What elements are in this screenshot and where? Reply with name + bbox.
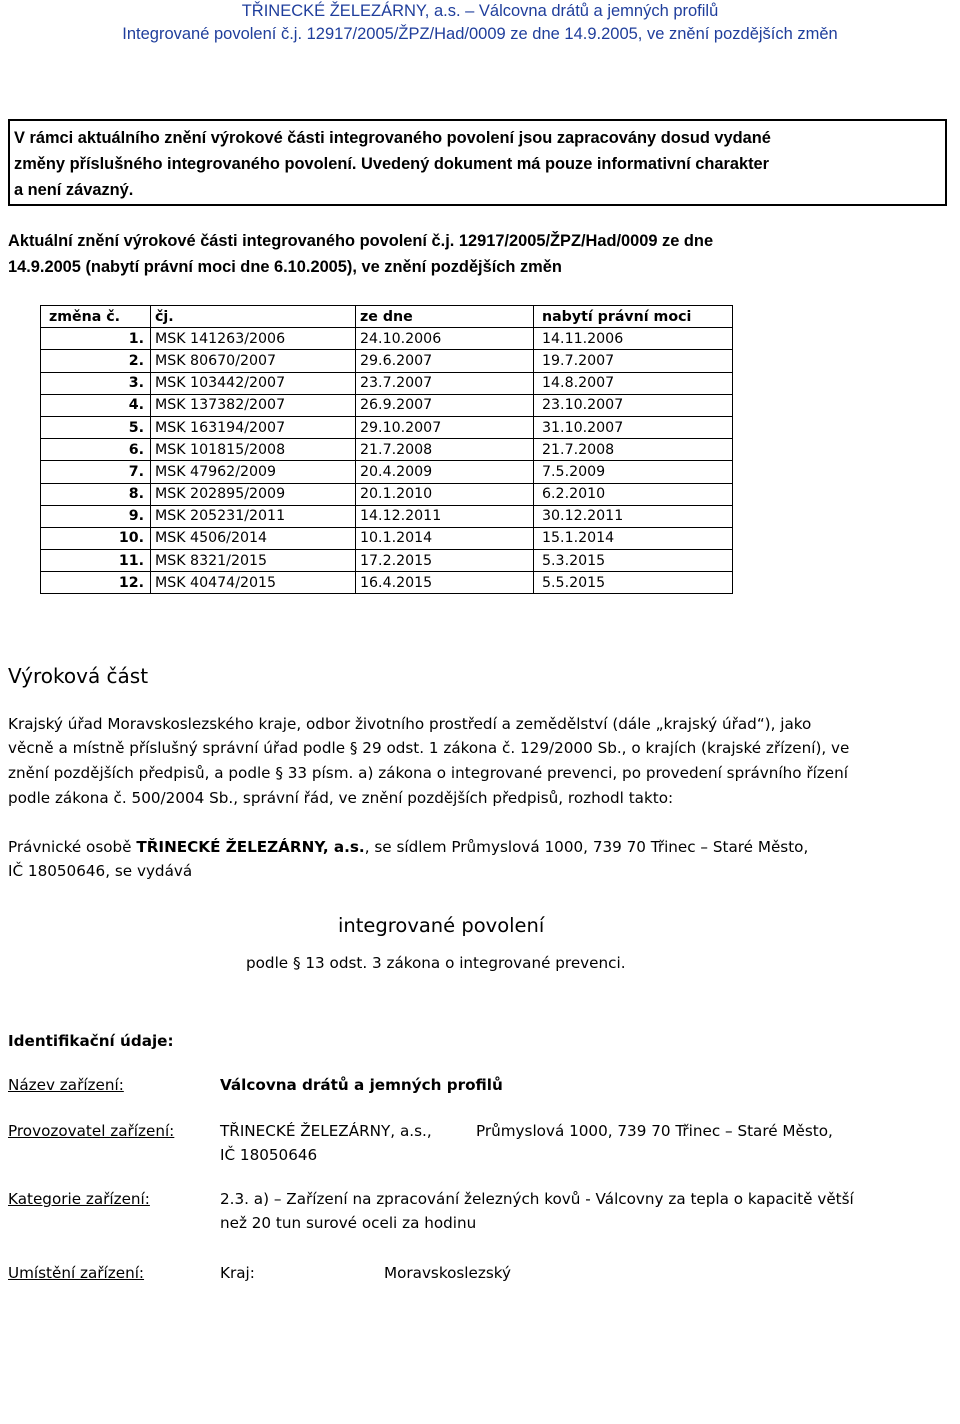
table-cell: 2. <box>41 350 151 372</box>
location-label: Umístění zařízení: <box>8 1264 145 1282</box>
operator-id: IČ 18050646 <box>220 1146 318 1164</box>
permit-title: integrované povolení <box>338 914 545 937</box>
location-region-label: Kraj: <box>220 1264 255 1282</box>
table-cell: MSK 202895/2009 <box>151 483 356 505</box>
table-cell: MSK 141263/2006 <box>151 328 356 350</box>
operator-address: Průmyslová 1000, 739 70 Třinec – Staré Město, <box>476 1122 833 1140</box>
table-cell: 24.10.2006 <box>356 328 534 350</box>
table-row <box>41 372 733 394</box>
table-cell: 15.1.2014 <box>534 527 733 549</box>
table-cell: 7.5.2009 <box>534 461 733 483</box>
table-row <box>41 328 733 350</box>
table-row <box>41 350 733 372</box>
table-cell: 20.1.2010 <box>356 483 534 505</box>
table-header-row <box>41 306 733 328</box>
table-cell: 21.7.2008 <box>534 439 733 461</box>
table-cell: 1. <box>41 328 151 350</box>
table-cell: 4. <box>41 394 151 416</box>
notice-line: a není závazný. <box>14 181 134 199</box>
table-cell: 29.10.2007 <box>356 416 534 438</box>
table-row <box>41 394 733 416</box>
column-header: čj. <box>151 306 356 328</box>
table-cell: 12. <box>41 572 151 594</box>
table-cell: 5.5.2015 <box>534 572 733 594</box>
table-cell: 7. <box>41 461 151 483</box>
category-line: než 20 tun surové oceli za hodinu <box>220 1214 477 1232</box>
table-cell: 16.4.2015 <box>356 572 534 594</box>
table-cell: 26.9.2007 <box>356 394 534 416</box>
table-row <box>41 461 733 483</box>
table-cell: 31.10.2007 <box>534 416 733 438</box>
facility-name-value: Válcovna drátů a jemných profilů <box>220 1076 503 1094</box>
recipient-id-line: IČ 18050646, se vydává <box>8 862 193 880</box>
paragraph-line: Krajský úřad Moravskoslezského kraje, odbor životního prostředí a zemědělství (dále „krajský úřad“), jako <box>8 715 812 733</box>
table-cell: 10. <box>41 527 151 549</box>
table-row <box>41 439 733 461</box>
current-version-line: Aktuální znění výrokové části integrovaného povolení č.j. 12917/2005/ŽPZ/Had/0009 ze dne <box>8 232 714 250</box>
header-title: TŘINECKÉ ŽELEZÁRNY, a.s. – Válcovna drátů a jemných profilů <box>241 2 719 20</box>
table-cell: 3. <box>41 372 151 394</box>
column-header: změna č. <box>41 306 151 328</box>
paragraph-line: znění pozdějších předpisů, a podle § 33 písm. a) zákona o integrované prevenci, po provedení správního řízení <box>8 764 848 782</box>
table-row <box>41 550 733 572</box>
recipient-line <box>8 838 808 856</box>
table-cell: MSK 137382/2007 <box>151 394 356 416</box>
table-cell: 8. <box>41 483 151 505</box>
recipient-company: TŘINECKÉ ŽELEZÁRNY, a.s. <box>136 838 365 856</box>
table-cell: 11. <box>41 550 151 572</box>
facility-name-label: Název zařízení: <box>8 1076 124 1094</box>
table-cell: 9. <box>41 505 151 527</box>
table-cell: 5.3.2015 <box>534 550 733 572</box>
identification-heading: Identifikační údaje: <box>8 1032 174 1050</box>
table-cell: MSK 8321/2015 <box>151 550 356 572</box>
table-cell: MSK 40474/2015 <box>151 572 356 594</box>
column-header: ze dne <box>356 306 534 328</box>
category-line: 2.3. a) – Zařízení na zpracování železných kovů - Válcovny za tepla o kapacitě větší <box>220 1190 854 1208</box>
table-cell: 21.7.2008 <box>356 439 534 461</box>
table-row <box>41 416 733 438</box>
table-row <box>41 527 733 549</box>
category-label: Kategorie zařízení: <box>8 1190 150 1208</box>
table-row <box>41 572 733 594</box>
table-row <box>41 505 733 527</box>
table-cell: 10.1.2014 <box>356 527 534 549</box>
column-header: nabytí právní moci <box>534 306 733 328</box>
changes-table <box>40 305 733 594</box>
table-cell: MSK 80670/2007 <box>151 350 356 372</box>
current-version-line: 14.9.2005 (nabytí právní moci dne 6.10.2005), ve znění pozdějších změn <box>8 258 562 276</box>
table-cell: MSK 101815/2008 <box>151 439 356 461</box>
table-cell: 14.12.2011 <box>356 505 534 527</box>
table-row <box>41 483 733 505</box>
paragraph-line: věcně a místně příslušný správní úřad podle § 29 odst. 1 zákona č. 129/2000 Sb., o krajích (krajské zřízení), ve <box>8 739 850 757</box>
table-cell: MSK 103442/2007 <box>151 372 356 394</box>
recipient-suffix: , se sídlem Průmyslová 1000, 739 70 Třinec – Staré Město, <box>364 838 809 856</box>
changes-table-body <box>41 328 733 594</box>
table-cell: 14.8.2007 <box>534 372 733 394</box>
table-cell: MSK 205231/2011 <box>151 505 356 527</box>
table-cell: 30.12.2011 <box>534 505 733 527</box>
table-cell: MSK 163194/2007 <box>151 416 356 438</box>
table-cell: 23.10.2007 <box>534 394 733 416</box>
notice-line: V rámci aktuálního znění výrokové části integrovaného povolení jsou zapracovány dosud vydané <box>14 129 771 147</box>
section-title: Výroková část <box>8 664 149 688</box>
notice-box <box>8 119 947 206</box>
table-cell: 6. <box>41 439 151 461</box>
operator-label: Provozovatel zařízení: <box>8 1122 175 1140</box>
table-cell: 23.7.2007 <box>356 372 534 394</box>
recipient-prefix: Právnické osobě <box>8 838 137 856</box>
table-cell: 17.2.2015 <box>356 550 534 572</box>
operator-company: TŘINECKÉ ŽELEZÁRNY, a.s., <box>220 1122 432 1140</box>
table-cell: 20.4.2009 <box>356 461 534 483</box>
table-cell: MSK 4506/2014 <box>151 527 356 549</box>
table-cell: 6.2.2010 <box>534 483 733 505</box>
table-cell: MSK 47962/2009 <box>151 461 356 483</box>
paragraph-line: podle zákona č. 500/2004 Sb., správní řád, ve znění pozdějších předpisů, rozhodl takto: <box>8 789 674 807</box>
table-cell: 14.11.2006 <box>534 328 733 350</box>
notice-line: změny příslušného integrovaného povolení. Uvedený dokument má pouze informativní charakter <box>14 155 770 173</box>
header-subtitle: Integrované povolení č.j. 12917/2005/ŽPZ/Had/0009 ze dne 14.9.2005, ve znění pozdějších změn <box>122 25 838 43</box>
permit-basis: podle § 13 odst. 3 zákona o integrované prevenci. <box>246 954 626 972</box>
location-region-value: Moravskoslezský <box>384 1264 511 1282</box>
table-cell: 19.7.2007 <box>534 350 733 372</box>
table-cell: 5. <box>41 416 151 438</box>
table-cell: 29.6.2007 <box>356 350 534 372</box>
